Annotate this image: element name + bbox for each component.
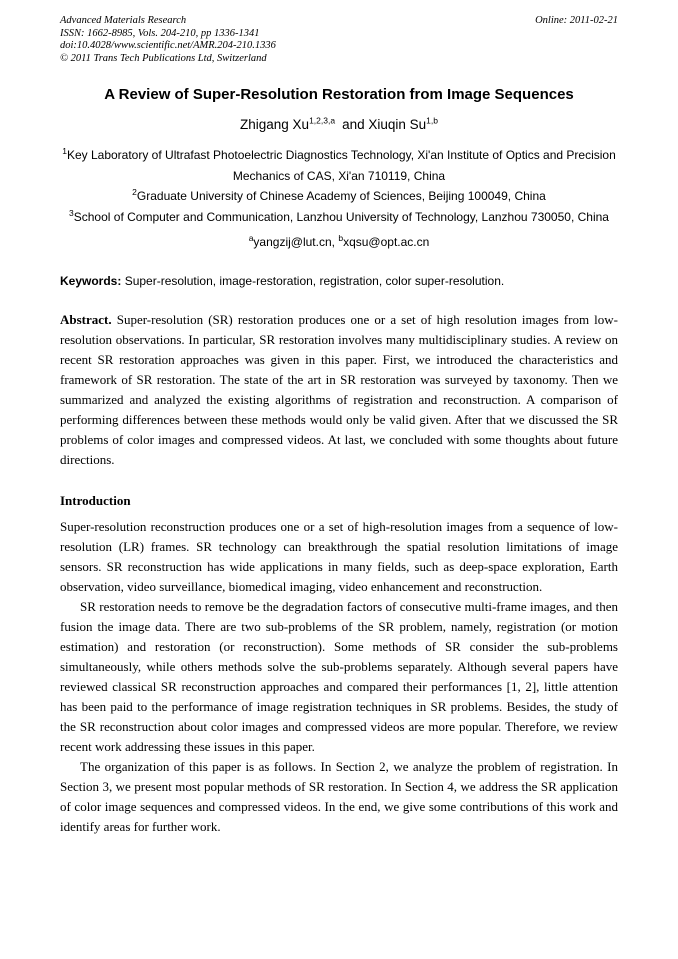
introduction-paragraph-3: The organization of this paper is as follows. In Section 2, we analyze the problem of registration. In Section 3, we present most popular methods of SR restoration. In Section 4, we address the SR application of color image sequences and compressed videos. In the end, we give some contributions of this work and identify areas for further work. [60,758,618,834]
affiliation-1-text: Key Laboratory of Ultrafast Photoelectric Diagnostics Technology, Xi'an Institute of Optics and Precision Mechanics of CAS, Xi'an 710119, China [66,148,616,183]
email-line [60,232,618,249]
affiliation-1 [60,145,618,186]
abstract-block [60,310,618,470]
copyright-line: © 2011 Trans Tech Publications Ltd, Switzerland [60,52,267,64]
journal-title: Advanced Materials Research [60,15,187,26]
author-name-second: and Xiuqin Su [342,117,427,132]
abstract-text: Super-resolution (SR) restoration produces one or a set of high resolution images from low-resolution observations. In particular, SR restoration involves many multidisciplinary studies. A review on recent SR restoration approaches was given in this paper. First, we introduced the characteristics and framework of SR restoration. The state of the art in SR restoration was surveyed by taxonomy. Then we summarized and analyzed the existing algorithms of registration and reconstruction. A comparison of performing differences between these methods would only be valid given. After that we discussed the SR problems of color images and compressed videos. At last, we concluded with some thoughts about future directions. [60,311,618,467]
paper-title: A Review of Super-Resolution Restoration from Image Sequences [104,86,574,103]
email-a-marker: a [248,232,254,243]
affiliation-2 [60,186,618,207]
online-date: Online: 2011-02-21 [535,15,618,26]
affiliations-block [60,145,618,228]
affiliation-3 [60,207,618,228]
affiliation-3-text: School of Computer and Communication, Lanzhou University of Technology, Lanzhou 730050, China [73,209,609,224]
journal-header-left [60,15,276,65]
affiliation-3-marker: 3 [69,207,74,218]
author-superscript-first: 1,2,3,a [309,115,336,126]
issn-line: ISSN: 1662-8985, Vols. 204-210, pp 1336-1341 [60,27,260,39]
abstract-label: Abstract. [60,311,112,327]
keywords-line [60,274,618,289]
introduction-paragraph-2: SR restoration needs to remove be the degradation factors of consecutive multi-frame images, and then fusion the image data. There are two sub-problems of the SR problem, namely, registration (or motion estimation) and restoration (or reconstruction). Some methods of SR consider the sub-problems simultaneously, while others methods solve the sub-problems separately. Although several papers have reviewed classical SR reconstruction approaches and compared their performances [1, 2], little attention has been paid to the performance of image registration techniques in SR problems. Besides, the study of the SR reconstruction about color images and compressed videos are more popular. Therefore, we review recent work addressing these issues in this paper. [60,598,618,754]
affiliation-2-marker: 2 [132,187,137,198]
affiliation-2-text: Graduate University of Chinese Academy of Sciences, Beijing 100049, China [136,189,546,204]
author-name-first: Zhigang Xu [240,117,310,132]
introduction-paragraph-1: Super-resolution reconstruction produces one or a set of high-resolution images from a sequence of low-resolution (LR) frames. SR technology can breakthrough the spatial resolution limitations of image sensors. SR reconstruction has wide applications in many fields, such as deep-space exploration, Earth observation, video surveillance, biomedical imaging, video enhancement and reconstruction. [60,518,618,594]
section-heading-introduction: Introduction [60,492,131,508]
keywords-label: Keywords: [60,273,122,288]
affiliation-1-marker: 1 [62,146,67,156]
author-line [60,117,618,132]
email-a-address: yangzij@lut.cn, [253,234,335,249]
email-b-marker: b [338,232,344,243]
author-superscript-second: 1,b [426,115,438,126]
doi-line: doi:10.4028/www.scientific.net/AMR.204-210.1336 [60,40,276,51]
journal-header [60,15,618,65]
keywords-text: Super-resolution, image-restoration, registration, color super-resolution. [121,273,505,288]
email-b-address: xqsu@opt.ac.cn [343,234,430,249]
